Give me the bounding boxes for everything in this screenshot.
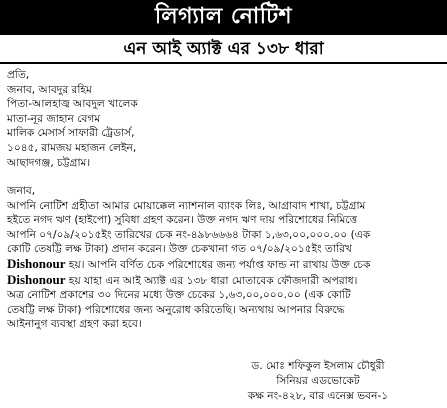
body-line-5-text: হয়। আপনি বর্ণিত চেক পরিশোধের জন্য পর্যাপ্ত ফান্ড না রাখায় উক্ত চেক [65, 258, 371, 271]
dishonour-word: Dishonour [7, 271, 66, 287]
body-line-5 [7, 257, 443, 273]
body-line-6-text: হয় যাহা এন আই অ্যাক্ট এর ১৩৮ ধারা মোতাবেক ফৌজদারী অপরাধ। [65, 274, 358, 287]
signatory-name: ড. মোঃ শফিকুল ইসলাম চৌধুরী [251, 360, 385, 372]
address-to: প্রতি, [7, 69, 30, 81]
body-salutation: জনাব, [7, 185, 36, 197]
dishonour-word: Dishonour [7, 255, 66, 271]
body-line-3: আপনি ০৭/০৯/২০১৫ইং তারিখের চেক নং-৪৯৮৬৬৬৪ টাকা ১,৬৩,০০,০০০.০০ (এক [7, 228, 371, 241]
notice-subtitle: এন আই অ্যাক্ট এর ১৩৮ ধারা [123, 38, 324, 59]
recipient-father: পিতা-আলহাজ্ব আবদুল খালেক [7, 98, 138, 111]
body-line-7: অত্র নোটিশ প্রকাশের ৩০ দিনের মধ্যে উক্ত চেকের ১,৬৩,০০,০০০.০০ (এক কোটি [7, 289, 351, 302]
body-line-6 [7, 273, 443, 289]
recipient-name: জনাব, আবদুর রহিম [7, 83, 92, 96]
body-line-8: তেষট্টি লক্ষ টাকা) পরিশোধের জন্য অনুরোধ করিতেছি। অন্যথায় আপনার বিরুদ্ধে [7, 303, 345, 316]
body-line-4: কোটি তেষট্টি লক্ষ টাকা) প্রদান করেন। উক্ত চেকখানা গত ০৭/০৯/২০১৫ইং তারিখ [7, 243, 352, 256]
body-line-9: আইনানুগ ব্যবস্থা গ্রহণ করা হবে। [7, 318, 142, 331]
recipient-mother: মাতা-নূর জাহান বেগম [7, 112, 101, 125]
body-line-1: আপনি নোটিশ গ্রহীতা আমার মোয়াক্কেল ন্যাশনাল ব্যাংক লিঃ, আগ্রাবাদ শাখা, চট্টগ্রাম [7, 199, 366, 212]
signature-block [193, 359, 443, 404]
notice-title: লিগ্যাল নোটিশ [154, 4, 293, 29]
recipient-address [7, 68, 443, 170]
notice-body [7, 184, 443, 332]
divider-line [0, 62, 447, 64]
signatory-title: সিনিয়র এডভোকেট [276, 375, 360, 387]
recipient-street: ১০৪৫, রামজয় মহাজন লেইন, [7, 141, 137, 154]
body-line-2: হইতে নগদ ঋণ (হাইপো) সুবিধা গ্রহণ করেন। উক্ত নগদ ঋণ দায় পরিশোধের নিমিত্তে [7, 214, 358, 227]
notice-title-banner [0, 0, 447, 35]
recipient-business: মালিক মেসার্স সাফারী ট্রেডার্স, [7, 127, 135, 140]
signatory-office: কক্ষ নং-৪২৮, বার এনেক্স ভবন-১ [247, 390, 389, 402]
recipient-area: আছাদগঞ্জ, চট্টগ্রাম। [7, 156, 91, 169]
